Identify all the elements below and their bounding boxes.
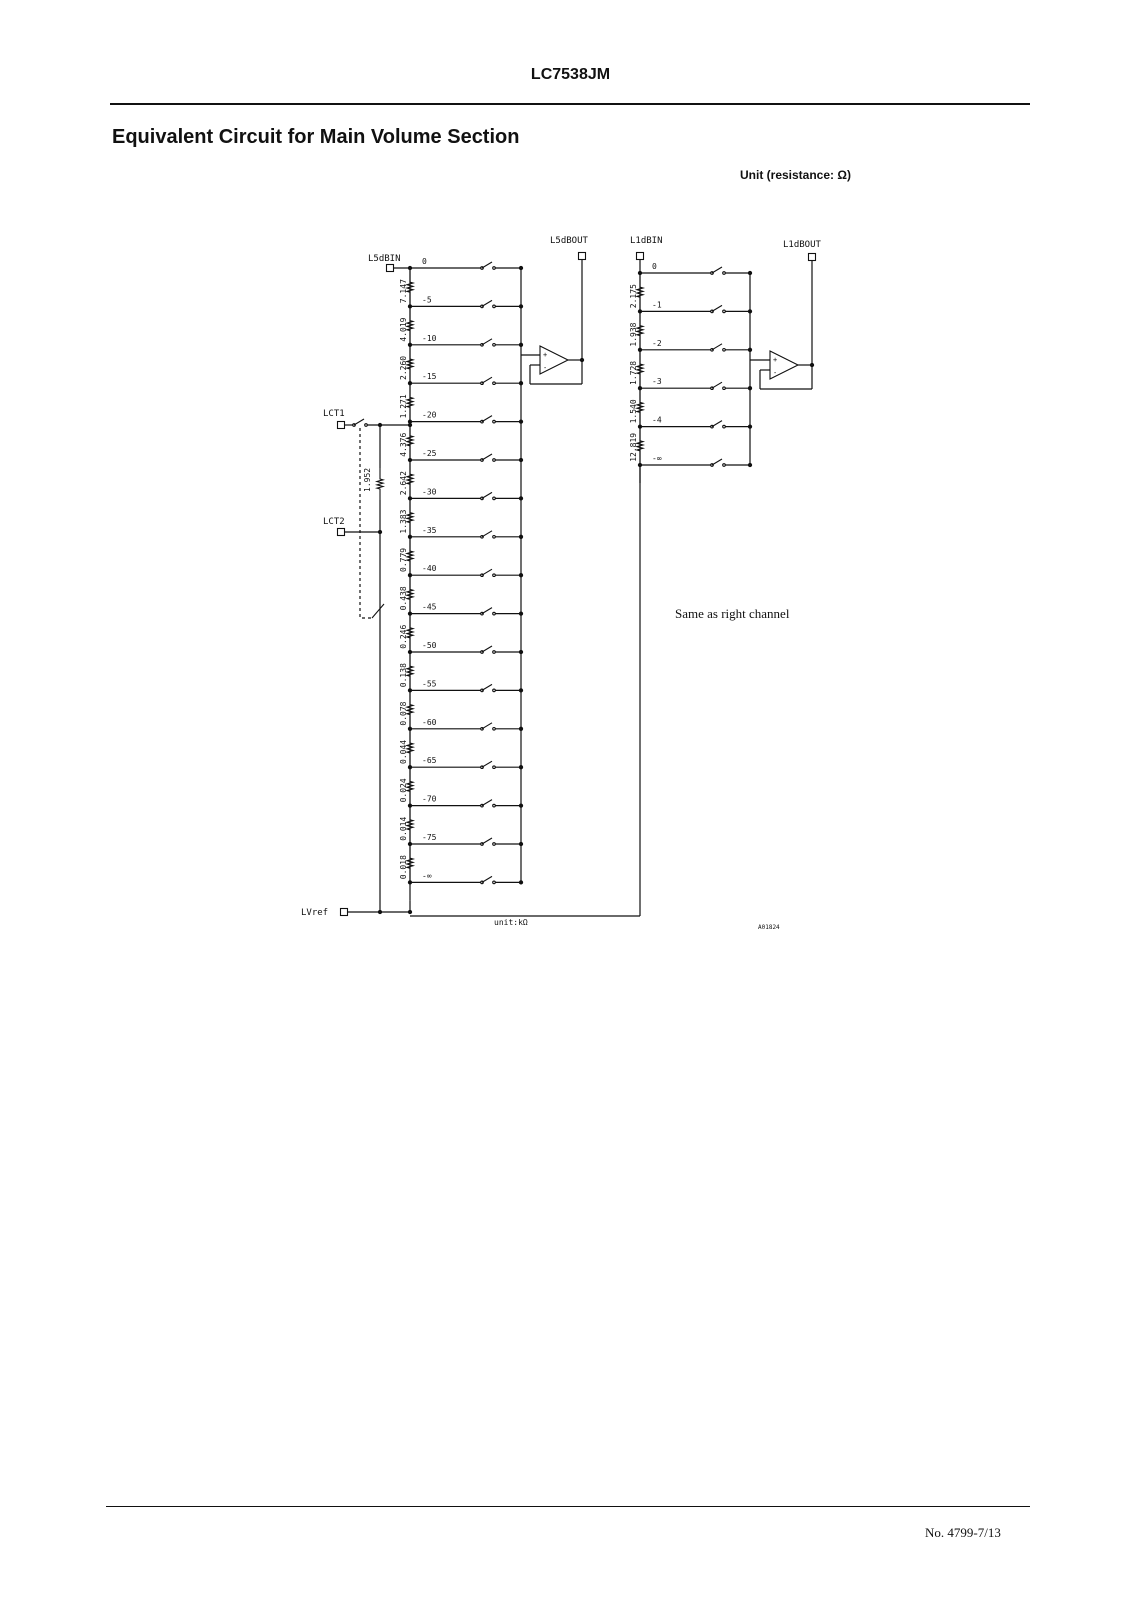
switch-blade bbox=[482, 684, 492, 690]
switch-contact bbox=[493, 843, 496, 846]
junction-dot bbox=[408, 727, 411, 730]
switch-contact bbox=[493, 651, 496, 654]
switch-icon bbox=[372, 604, 384, 618]
same-as-note: Same as right channel bbox=[675, 606, 790, 621]
switch-blade bbox=[482, 377, 492, 383]
switch-blade bbox=[482, 876, 492, 882]
junction-dot bbox=[408, 881, 411, 884]
junction-dot bbox=[408, 266, 411, 269]
switch-contact bbox=[723, 425, 726, 428]
resistor-value-label: 12.819 bbox=[629, 432, 638, 462]
opamp-plus: + bbox=[773, 356, 778, 364]
switch-contact bbox=[493, 459, 496, 462]
resistor-value-label: 1.383 bbox=[399, 509, 408, 534]
junction-dot bbox=[519, 420, 522, 423]
junction-dot bbox=[748, 463, 751, 466]
tap-label: -55 bbox=[422, 679, 437, 689]
switch-blade bbox=[712, 382, 722, 388]
junction-dot bbox=[519, 766, 522, 769]
switch-blade bbox=[482, 339, 492, 345]
figure-code: A01824 bbox=[758, 924, 780, 931]
resistor-value-label: 7.147 bbox=[399, 279, 408, 304]
junction-dot bbox=[408, 910, 411, 913]
switch-blade bbox=[482, 531, 492, 537]
tap-label: -5 bbox=[422, 295, 432, 305]
junction-dot bbox=[378, 910, 381, 913]
junction-dot bbox=[519, 804, 522, 807]
pin-label-1db-out: L1dBOUT bbox=[783, 240, 821, 250]
junction-dot bbox=[519, 689, 522, 692]
junction-dot bbox=[638, 425, 641, 428]
junction-dot bbox=[748, 387, 751, 390]
switch-blade bbox=[712, 344, 722, 350]
tap-label: -35 bbox=[422, 525, 437, 535]
switch-contact bbox=[723, 310, 726, 313]
tap-label: -20 bbox=[422, 410, 437, 420]
junction-dot bbox=[748, 348, 751, 351]
junction-dot bbox=[519, 727, 522, 730]
switch-contact bbox=[493, 728, 496, 731]
junction-dot bbox=[748, 425, 751, 428]
resistor-value-label: 0.138 bbox=[399, 663, 408, 688]
tap-label: -70 bbox=[422, 794, 437, 804]
switch-blade bbox=[482, 646, 492, 652]
opamp-plus: + bbox=[543, 351, 548, 359]
pin-ct1-terminal bbox=[338, 422, 345, 429]
switch-blade bbox=[482, 838, 492, 844]
switch-contact bbox=[365, 424, 368, 427]
tap-label: -45 bbox=[422, 602, 437, 612]
tap-label: -1 bbox=[652, 300, 662, 310]
junction-dot bbox=[519, 305, 522, 308]
switch-contact bbox=[493, 689, 496, 692]
switch-contact bbox=[723, 272, 726, 275]
switch-blade bbox=[482, 492, 492, 498]
junction-dot bbox=[748, 271, 751, 274]
junction-dot bbox=[519, 497, 522, 500]
junction-dot bbox=[748, 310, 751, 313]
pin-1db-out-terminal bbox=[809, 254, 816, 261]
junction-dot bbox=[638, 463, 641, 466]
pin-vref-terminal bbox=[341, 909, 348, 916]
junction-dot bbox=[519, 266, 522, 269]
tap-label: -2 bbox=[652, 338, 662, 348]
switch-contact bbox=[493, 766, 496, 769]
pin-label-vref: LVref bbox=[301, 908, 329, 918]
junction-dot bbox=[580, 358, 583, 361]
switch-contact bbox=[493, 881, 496, 884]
junction-dot bbox=[810, 363, 813, 366]
junction-dot bbox=[408, 766, 411, 769]
switch-blade bbox=[482, 416, 492, 422]
junction-dot bbox=[519, 458, 522, 461]
junction-dot bbox=[408, 305, 411, 308]
resistor-value-label: 0.078 bbox=[399, 701, 408, 726]
resistor-value-label: 0.018 bbox=[399, 855, 408, 880]
resistor-value-label: 0.024 bbox=[399, 778, 408, 803]
document-header-title: LC7538JM bbox=[530, 66, 611, 83]
switch-blade bbox=[482, 761, 492, 767]
resistor-value-label: 0.438 bbox=[399, 586, 408, 611]
tap-label: -75 bbox=[422, 833, 437, 842]
switch-blade bbox=[712, 459, 722, 465]
switch-contact bbox=[493, 420, 496, 423]
tap-label: -60 bbox=[422, 717, 437, 727]
ct-resistor-label: 1.952 bbox=[363, 467, 372, 492]
junction-dot bbox=[408, 497, 411, 500]
tap-label: -65 bbox=[422, 756, 437, 766]
resistor-value-label: 1.938 bbox=[629, 322, 638, 347]
resistor-value-label: 1.728 bbox=[629, 360, 638, 385]
unit-label: unit:kΩ bbox=[494, 918, 528, 927]
opamp-minus: - bbox=[543, 364, 548, 372]
junction-dot bbox=[378, 423, 381, 426]
resistor-value-label: 0.246 bbox=[399, 624, 408, 649]
junction-dot bbox=[519, 535, 522, 538]
resistor-value-label: 1.271 bbox=[399, 394, 408, 419]
tap-label: -10 bbox=[422, 333, 437, 343]
pin-label-ct2: LCT2 bbox=[323, 517, 345, 527]
switch-blade bbox=[482, 569, 492, 575]
switch-contact bbox=[723, 349, 726, 352]
tap-label: -3 bbox=[652, 377, 662, 387]
switch-contact bbox=[493, 267, 496, 270]
tap-label: -40 bbox=[422, 564, 437, 574]
pin-label-5db-out: L5dBOUT bbox=[550, 236, 588, 246]
pin-ct2-terminal bbox=[338, 529, 345, 536]
switch-contact bbox=[493, 305, 496, 308]
junction-dot bbox=[519, 343, 522, 346]
junction-dot bbox=[638, 310, 641, 313]
junction-dot bbox=[408, 842, 411, 845]
switch-blade bbox=[712, 267, 722, 273]
switch-blade bbox=[712, 421, 722, 427]
junction-dot bbox=[408, 612, 411, 615]
switch-blade bbox=[482, 262, 492, 268]
unit-note: Unit (resistance: Ω) bbox=[740, 168, 851, 182]
resistor-value-label: 4.019 bbox=[399, 317, 408, 342]
tap-label: -15 bbox=[422, 372, 437, 382]
junction-dot bbox=[378, 530, 381, 533]
page-number: No. 4799-7/13 bbox=[925, 1525, 1001, 1540]
switch-contact bbox=[493, 574, 496, 577]
switch-contact bbox=[723, 387, 726, 390]
tap-label: -4 bbox=[652, 415, 662, 425]
section-title: Equivalent Circuit for Main Volume Section bbox=[112, 126, 520, 148]
tap-label: -30 bbox=[422, 487, 437, 497]
junction-dot bbox=[408, 420, 411, 423]
opamp-minus: - bbox=[773, 369, 778, 377]
junction-dot bbox=[408, 423, 411, 426]
switch-contact bbox=[493, 497, 496, 500]
tap-label: 0 bbox=[422, 257, 427, 266]
junction-dot bbox=[519, 382, 522, 385]
switch-contact bbox=[493, 536, 496, 539]
switch-contact bbox=[493, 804, 496, 807]
switch-link-dashed bbox=[360, 428, 372, 618]
resistor-value-label: 0.014 bbox=[399, 816, 408, 841]
junction-dot bbox=[638, 387, 641, 390]
pin-label-ct1: LCT1 bbox=[323, 409, 345, 419]
switch-blade bbox=[482, 800, 492, 806]
switch-blade bbox=[482, 300, 492, 306]
junction-dot bbox=[519, 574, 522, 577]
tap-label: 0 bbox=[652, 262, 657, 271]
pin-1db-in-terminal bbox=[637, 253, 644, 260]
switch-blade bbox=[354, 419, 364, 425]
tap-label: -∞ bbox=[652, 454, 662, 463]
switch-blade bbox=[482, 608, 492, 614]
junction-dot bbox=[519, 612, 522, 615]
junction-dot bbox=[519, 842, 522, 845]
resistor-value-label: 4.376 bbox=[399, 432, 408, 457]
resistor-icon bbox=[377, 468, 383, 500]
pin-5db-in-terminal bbox=[387, 265, 394, 272]
switch-contact bbox=[493, 612, 496, 615]
switch-contact bbox=[493, 382, 496, 385]
resistor-value-label: 1.540 bbox=[629, 399, 638, 424]
junction-dot bbox=[408, 650, 411, 653]
junction-dot bbox=[408, 689, 411, 692]
tap-label: -∞ bbox=[422, 871, 432, 881]
switch-blade bbox=[712, 305, 722, 311]
switch-contact bbox=[723, 464, 726, 467]
resistor-value-label: 0.044 bbox=[399, 739, 408, 764]
pin-5db-out-terminal bbox=[579, 253, 586, 260]
switch-blade bbox=[482, 454, 492, 460]
junction-dot bbox=[519, 650, 522, 653]
resistor-value-label: 2.642 bbox=[399, 471, 408, 496]
junction-dot bbox=[408, 574, 411, 577]
junction-dot bbox=[408, 535, 411, 538]
junction-dot bbox=[408, 458, 411, 461]
resistor-value-label: 2.260 bbox=[399, 355, 408, 380]
switch-blade bbox=[482, 723, 492, 729]
junction-dot bbox=[519, 881, 522, 884]
pin-label-5db-in: L5dBIN bbox=[368, 254, 401, 264]
tap-label: -50 bbox=[422, 641, 437, 650]
footer-rule bbox=[106, 1506, 1030, 1507]
resistor-value-label: 2.175 bbox=[629, 284, 638, 309]
junction-dot bbox=[408, 343, 411, 346]
tap-label: -25 bbox=[422, 449, 437, 458]
pin-label-1db-in: L1dBIN bbox=[630, 236, 663, 246]
junction-dot bbox=[638, 271, 641, 274]
junction-dot bbox=[638, 348, 641, 351]
resistor-value-label: 0.779 bbox=[399, 547, 408, 572]
junction-dot bbox=[408, 382, 411, 385]
switch-contact bbox=[493, 344, 496, 347]
junction-dot bbox=[408, 804, 411, 807]
